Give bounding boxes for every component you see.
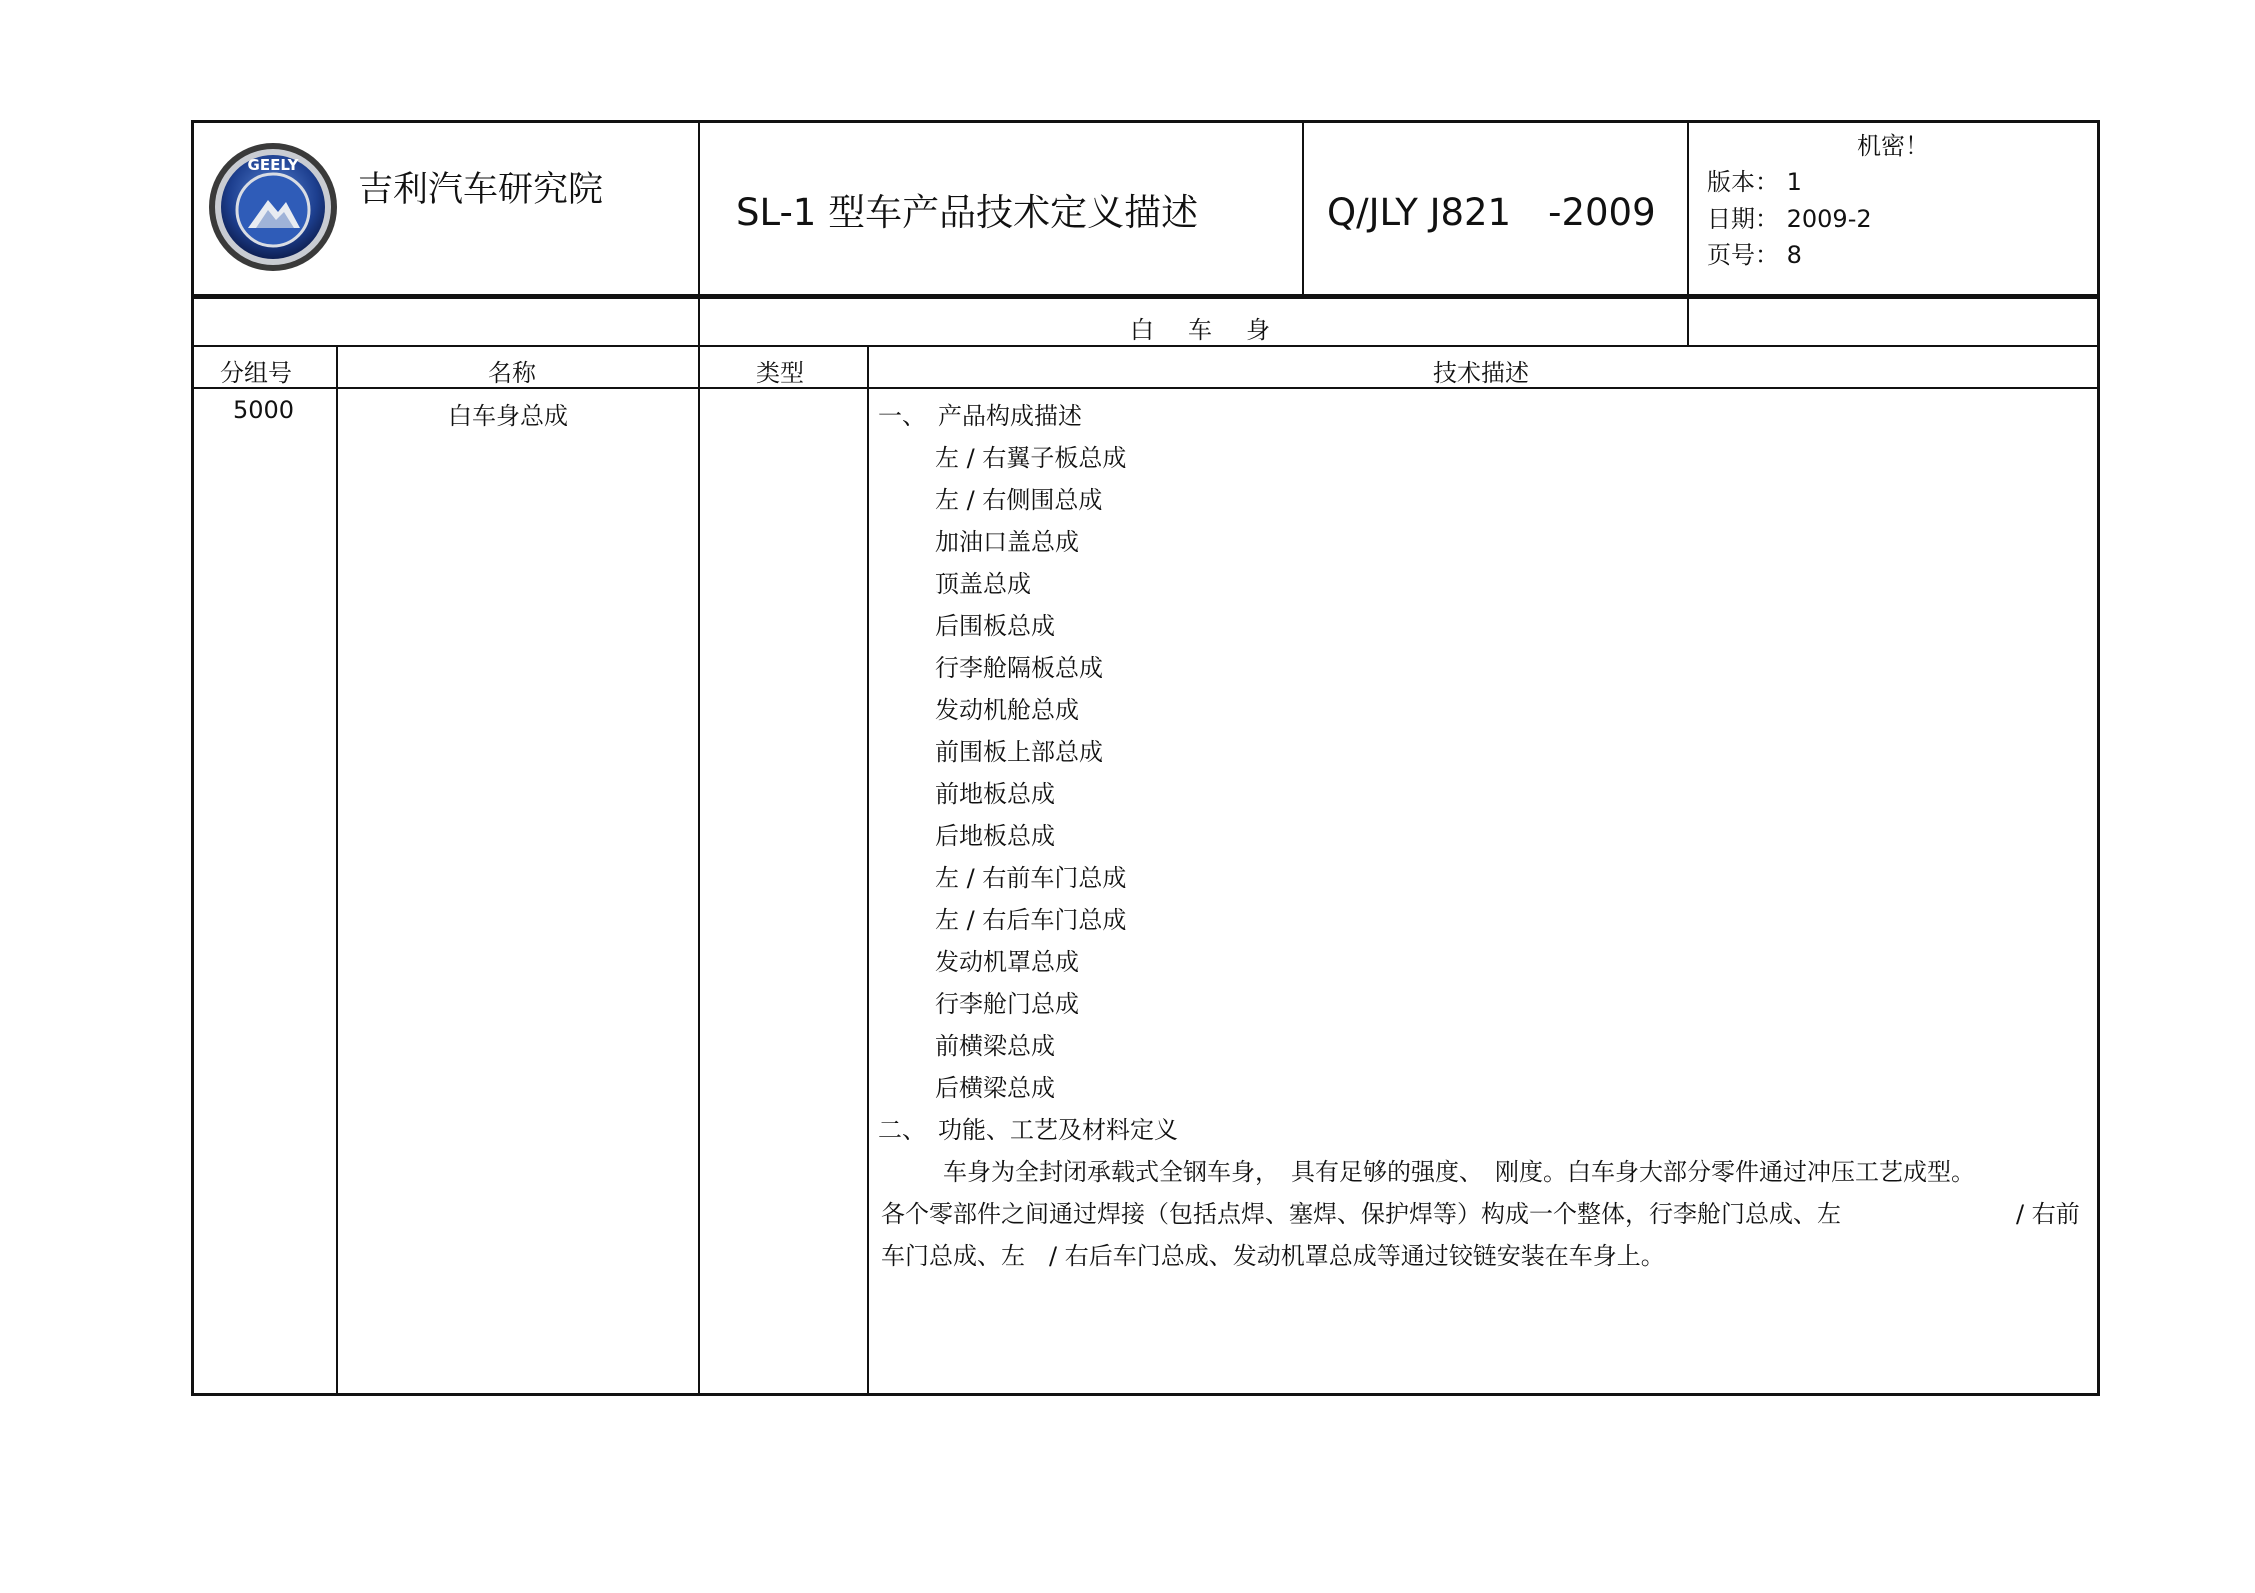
geely-logo-icon: [206, 140, 341, 275]
component-item: 左 / 右翼子板总成: [935, 444, 1127, 472]
column-header-type: 类型: [756, 359, 804, 387]
column-header-bottom-rule: [191, 387, 2100, 389]
section-divider-right: [1687, 299, 1689, 346]
col-divider-2: [698, 346, 700, 1394]
section-divider-left: [698, 299, 700, 346]
date-label: 日期： 2009-2: [1707, 205, 1872, 233]
header-divider-3: [1687, 120, 1689, 295]
section-title: 白车身: [1130, 316, 1304, 344]
component-item: 行李舱隔板总成: [935, 654, 1103, 682]
version-label: 版本： 1: [1707, 168, 1802, 196]
paragraph-line-2: 各个零部件之间通过焊接（包括点焊、塞焊、保护焊等）构成一个整体，行李舱门总成、左: [881, 1200, 1841, 1228]
name-cell: 白车身总成: [448, 402, 568, 430]
paragraph-line-2-end: / 右前: [2016, 1200, 2080, 1228]
document-number: Q/JLY J821 -2009: [1327, 191, 1656, 234]
component-item: 发动机舱总成: [935, 696, 1079, 724]
svg-text:GEELY: GEELY: [247, 156, 299, 174]
component-item: 后横梁总成: [935, 1074, 1055, 1102]
component-item: 前横梁总成: [935, 1032, 1055, 1060]
column-header-name: 名称: [488, 359, 536, 387]
column-header-group-no: 分组号: [220, 359, 292, 387]
column-header-tech-desc: 技术描述: [1433, 359, 1529, 387]
component-item: 顶盖总成: [935, 570, 1031, 598]
page-label: 页号： 8: [1707, 241, 1802, 269]
confidential-label: 机密！: [1857, 132, 1929, 160]
paragraph-line-1: 车身为全封闭承载式全钢车身， 具有足够的强度、 刚度。白车身大部分零件通过冲压工艺成型。: [943, 1158, 1975, 1186]
header-bottom-rule: [191, 294, 2100, 299]
company-name: 吉利汽车研究院: [358, 170, 604, 210]
group-no-cell: 5000: [233, 396, 295, 424]
header-divider-2: [1302, 120, 1304, 295]
component-item: 后地板总成: [935, 822, 1055, 850]
document-title: SL-1 型车产品技术定义描述: [736, 191, 1199, 234]
component-item: 后围板总成: [935, 612, 1055, 640]
component-item: 前地板总成: [935, 780, 1055, 808]
desc-heading-2: 二、 功能、工艺及材料定义: [878, 1116, 1178, 1144]
component-item: 前围板上部总成: [935, 738, 1103, 766]
component-item: 左 / 右后车门总成: [935, 906, 1127, 934]
header-divider-1: [698, 120, 700, 295]
desc-heading-1: 一、 产品构成描述: [878, 402, 1082, 430]
component-item: 发动机罩总成: [935, 948, 1079, 976]
section-bottom-rule: [191, 345, 2100, 347]
component-item: 左 / 右侧围总成: [935, 486, 1103, 514]
component-item: 行李舱门总成: [935, 990, 1079, 1018]
paragraph-line-3: 车门总成、左 / 右后车门总成、发动机罩总成等通过铰链安装在车身上。: [881, 1242, 1665, 1270]
col-divider-1: [336, 346, 338, 1394]
col-divider-3: [867, 346, 869, 1394]
component-item: 左 / 右前车门总成: [935, 864, 1127, 892]
component-item: 加油口盖总成: [935, 528, 1079, 556]
